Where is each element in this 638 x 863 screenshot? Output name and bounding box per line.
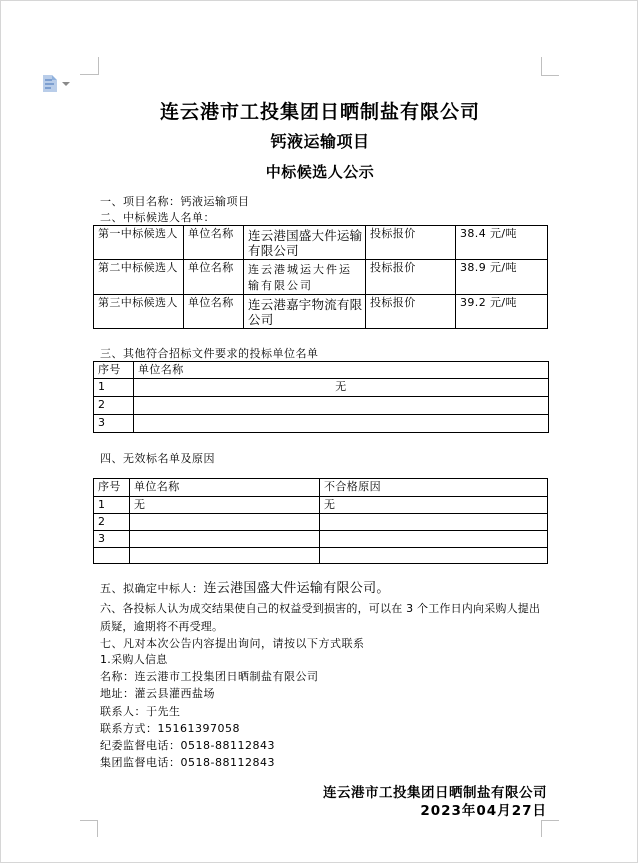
section-inquiry-notice: 七、凡对本次公告内容提出询问，请按以下方式联系 bbox=[100, 637, 365, 650]
awarded-bidder-company: 连云港国盛大件运输有限公司。 bbox=[203, 581, 390, 596]
price-label: 投标报价 bbox=[366, 260, 456, 295]
table-row bbox=[94, 295, 548, 329]
title-company: 连云港市工投集团日晒制盐有限公司 bbox=[159, 101, 480, 123]
contact-phone-line: 联系方式：15161397058 bbox=[100, 721, 240, 735]
group-hotline-line: 集团监督电话：0518-88112843 bbox=[100, 756, 275, 770]
margin-crop-mark-bottom-left bbox=[80, 820, 98, 837]
title-announcement: 中标候选人公示 bbox=[265, 163, 375, 181]
row-number: 3 bbox=[94, 415, 134, 433]
column-header-unit: 单位名称 bbox=[134, 362, 549, 379]
table-row bbox=[94, 226, 548, 260]
unit-name: 无 bbox=[134, 379, 549, 397]
margin-crop-mark-top-right bbox=[541, 57, 559, 76]
reject-reason bbox=[320, 548, 548, 564]
signature-date: 2023年04月27日 bbox=[420, 803, 547, 819]
row-number: 1 bbox=[94, 497, 130, 514]
table-row bbox=[94, 514, 548, 531]
reject-reason bbox=[320, 531, 548, 548]
unit-name bbox=[134, 397, 549, 415]
margin-crop-mark-top-left bbox=[80, 57, 99, 75]
reject-reason bbox=[320, 514, 548, 531]
candidate-company: 连云港国盛大件运输有限公司 bbox=[244, 226, 366, 260]
table-row bbox=[94, 260, 548, 295]
section-project-name: 一、项目名称：钙液运输项目 bbox=[100, 195, 250, 208]
title-project: 钙液运输项目 bbox=[270, 132, 370, 151]
unit-name bbox=[134, 415, 549, 433]
unit-label: 单位名称 bbox=[184, 295, 244, 329]
contact-name-line: 名称：连云港市工投集团日晒制盐有限公司 bbox=[100, 670, 319, 683]
table-row bbox=[94, 548, 548, 564]
row-number bbox=[94, 548, 130, 564]
candidates-table bbox=[93, 225, 548, 329]
signature-company: 连云港市工投集团日晒制盐有限公司 bbox=[323, 785, 547, 801]
bid-price: 39.2 元/吨 bbox=[456, 295, 548, 329]
table-row bbox=[94, 497, 548, 514]
unit-name bbox=[130, 548, 320, 564]
purchaser-info-block bbox=[100, 668, 319, 772]
table-header-row bbox=[94, 479, 548, 497]
margin-crop-mark-bottom-right bbox=[541, 820, 559, 837]
chevron-down-icon bbox=[62, 82, 70, 86]
price-label: 投标报价 bbox=[366, 295, 456, 329]
paste-options-button[interactable] bbox=[42, 74, 70, 94]
table-row bbox=[94, 531, 548, 548]
unit-label: 单位名称 bbox=[184, 226, 244, 260]
candidate-rank: 第二中标候选人 bbox=[94, 260, 184, 295]
bid-price: 38.9 元/吨 bbox=[456, 260, 548, 295]
section-awarded-bidder bbox=[100, 582, 390, 596]
page-fold-corner bbox=[52, 75, 57, 80]
contact-address-line: 地址：灌云县灌西盐场 bbox=[100, 687, 215, 701]
section-invalid-bids-heading: 四、无效标名单及原因 bbox=[100, 452, 215, 465]
section-other-bidders-heading: 三、其他符合招标文件要求的投标单位名单 bbox=[100, 347, 319, 360]
unit-label: 单位名称 bbox=[184, 260, 244, 295]
section-candidate-list-heading: 二、中标候选人名单： bbox=[100, 211, 215, 224]
column-header-no: 序号 bbox=[94, 479, 130, 497]
row-number: 2 bbox=[94, 514, 130, 531]
candidate-rank: 第三中标候选人 bbox=[94, 295, 184, 329]
bid-price: 38.4 元/吨 bbox=[456, 226, 548, 260]
candidate-rank: 第一中标候选人 bbox=[94, 226, 184, 260]
column-header-reason: 不合格原因 bbox=[320, 479, 548, 497]
contact-person-line: 联系人：于先生 bbox=[100, 704, 181, 718]
table-row bbox=[94, 379, 549, 397]
row-number: 1 bbox=[94, 379, 134, 397]
table-row bbox=[94, 397, 549, 415]
unit-name bbox=[130, 514, 320, 531]
discipline-hotline-line: 纪委监督电话：0518-88112843 bbox=[100, 739, 275, 753]
unit-name: 无 bbox=[130, 497, 320, 514]
other-bidders-table bbox=[93, 361, 549, 433]
purchaser-info-heading: 1.采购人信息 bbox=[100, 653, 168, 666]
price-label: 投标报价 bbox=[366, 226, 456, 260]
table-row bbox=[94, 415, 549, 433]
unit-name bbox=[130, 531, 320, 548]
awarded-bidder-prefix: 五、拟确定中标人： bbox=[100, 582, 204, 595]
paste-options-icon bbox=[43, 75, 57, 92]
reject-reason: 无 bbox=[320, 497, 548, 514]
column-header-no: 序号 bbox=[94, 362, 134, 379]
row-number: 3 bbox=[94, 531, 130, 548]
candidate-company: 连云港城运大件运输有限公司 bbox=[244, 260, 366, 295]
section-objection-notice: 六、各投标人认为成交结果使自己的权益受到损害的，可以在 3 个工作日内向采购人提出质疑，逾期将不再受理。 bbox=[100, 602, 541, 633]
invalid-bids-table bbox=[93, 478, 548, 564]
column-header-unit: 单位名称 bbox=[130, 479, 320, 497]
row-number: 2 bbox=[94, 397, 134, 415]
table-header-row bbox=[94, 362, 549, 379]
candidate-company: 连云港嘉宇物流有限公司 bbox=[244, 295, 366, 329]
